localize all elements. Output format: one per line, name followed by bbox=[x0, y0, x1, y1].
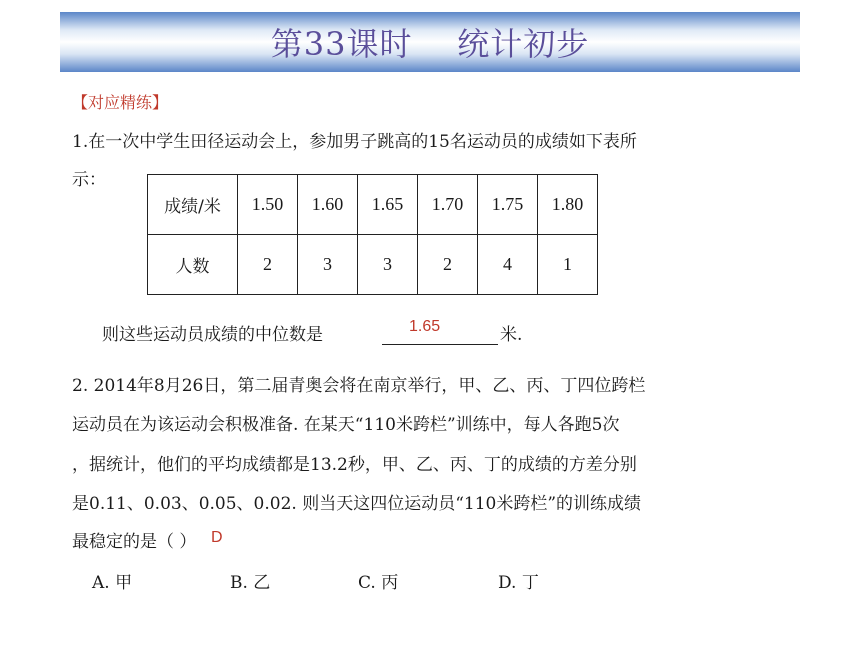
table-cell: 2 bbox=[418, 235, 478, 295]
q2-line: 运动员在为该运动会积极准备. 在某天“110米跨栏”训练中，每人各跑5次 bbox=[72, 415, 620, 435]
q1-line2: 示： bbox=[72, 170, 106, 190]
q1-answer: 1.65 bbox=[409, 318, 441, 335]
option-b: B. 乙 bbox=[230, 573, 271, 593]
option-a: A. 甲 bbox=[92, 573, 133, 593]
table-cell: 4 bbox=[478, 235, 538, 295]
q2-line: 2. 2014年8月26日，第二届青奥会将在南京举行，甲、乙、丙、丁四位跨栏 bbox=[72, 376, 646, 396]
table-cell: 3 bbox=[298, 235, 358, 295]
page-title: 第33课时 统计初步 bbox=[270, 25, 590, 63]
row-label-height: 成绩/米 bbox=[148, 175, 238, 235]
table-cell: 1.70 bbox=[418, 175, 478, 235]
row-label-count: 人数 bbox=[148, 235, 238, 295]
table-cell: 1.50 bbox=[238, 175, 298, 235]
q1-prompt-unit: 米. bbox=[500, 325, 523, 345]
table-cell: 1.60 bbox=[298, 175, 358, 235]
q2-line: ，据统计，他们的平均成绩都是13.2秒，甲、乙、丙、丁的成绩的方差分别 bbox=[72, 455, 637, 475]
q1-prompt: 则这些运动员成绩的中位数是 bbox=[102, 325, 323, 345]
q2-answer: D bbox=[211, 529, 223, 546]
table-cell: 1.75 bbox=[478, 175, 538, 235]
section-tag: 【对应精练】 bbox=[72, 93, 169, 112]
table-cell: 1 bbox=[538, 235, 598, 295]
table-row bbox=[148, 235, 598, 295]
q2-line: 是0.11、0.03、0.05、0.02. 则当天这四位运动员“110米跨栏”的训练成绩 bbox=[72, 494, 642, 514]
table-row bbox=[148, 175, 598, 235]
q1-line1: 1.在一次中学生田径运动会上，参加男子跳高的15名运动员的成绩如下表所 bbox=[72, 132, 637, 152]
title-banner bbox=[60, 12, 800, 72]
table-cell: 2 bbox=[238, 235, 298, 295]
option-d: D. 丁 bbox=[498, 573, 539, 593]
score-table bbox=[147, 174, 598, 295]
answer-blank bbox=[382, 344, 498, 345]
q2-line: 最稳定的是（ ） bbox=[72, 532, 197, 552]
table-cell: 1.80 bbox=[538, 175, 598, 235]
option-c: C. 丙 bbox=[358, 573, 399, 593]
table-cell: 3 bbox=[358, 235, 418, 295]
table-cell: 1.65 bbox=[358, 175, 418, 235]
